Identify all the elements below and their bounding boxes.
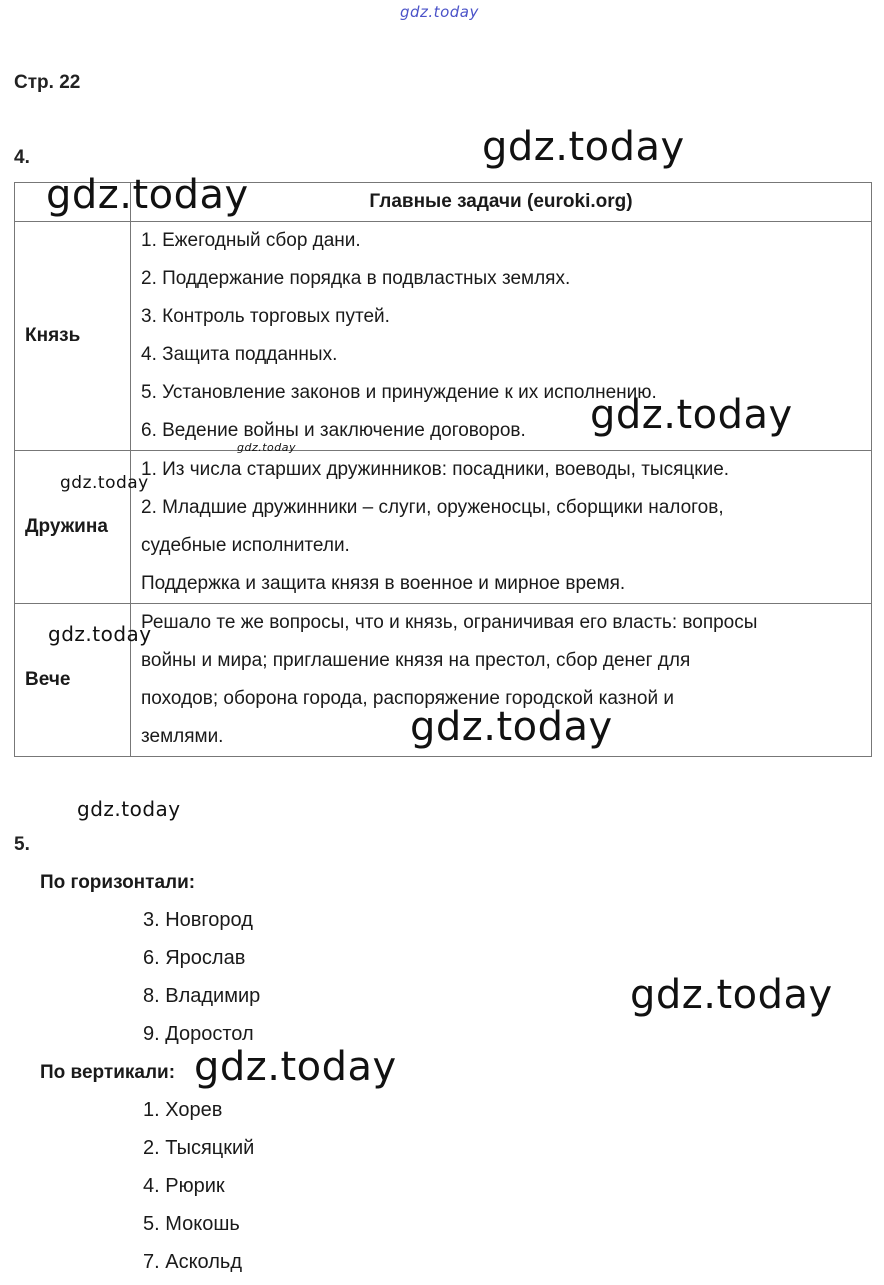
horizontal-item: 9. Доростол bbox=[143, 1023, 254, 1045]
duty-line: 5. Установление законов и принуждение к их исполнению. bbox=[141, 382, 657, 403]
duty-line: 2. Младшие дружинники – слуги, оруженосцы, сборщики налогов, bbox=[141, 497, 724, 518]
horizontal-item: 6. Ярослав bbox=[143, 947, 246, 969]
task-4-number: 4. bbox=[14, 147, 30, 168]
horizontal-title: По горизонтали: bbox=[40, 872, 196, 893]
duty-line: Решало те же вопросы, что и князь, ограничивая его власть: вопросы bbox=[141, 612, 758, 633]
vertical-item: 1. Хорев bbox=[143, 1099, 223, 1121]
watermark: gdz.today bbox=[630, 972, 833, 1018]
duty-line: 6. Ведение войны и заключение договоров. bbox=[141, 420, 526, 441]
vertical-item: 7. Аскольд bbox=[143, 1251, 242, 1273]
duty-line: 2. Поддержание порядка в подвластных землях. bbox=[141, 268, 571, 289]
duty-line: землями. bbox=[141, 726, 224, 747]
watermark: gdz.today bbox=[77, 797, 181, 821]
duty-line: судебные исполнители. bbox=[141, 535, 350, 556]
duty-line: походов; оборона города, распоряжение городской казной и bbox=[141, 688, 674, 709]
duty-line: 1. Из числа старших дружинников: посадники, воеводы, тысяцкие. bbox=[141, 459, 730, 480]
role-veche: Вече bbox=[15, 604, 131, 757]
horizontal-item: 8. Владимир bbox=[143, 985, 261, 1007]
duty-line: 1. Ежегодный сбор дани. bbox=[141, 230, 361, 251]
role-knyaz: Князь bbox=[15, 222, 131, 451]
vertical-title: По вертикали: bbox=[40, 1062, 176, 1083]
watermark: gdz.today bbox=[60, 473, 149, 493]
table-header: Главные задачи (euroki.org) bbox=[131, 183, 872, 222]
watermark: gdz.today bbox=[237, 441, 297, 454]
duty-line: 4. Защита подданных. bbox=[141, 344, 338, 365]
watermark-top: gdz.today bbox=[400, 3, 479, 21]
tasks-table bbox=[14, 182, 872, 757]
horizontal-item: 3. Новгород bbox=[143, 909, 253, 931]
role-druzhina: Дружина bbox=[15, 451, 131, 604]
watermark: gdz.today bbox=[482, 124, 685, 170]
duties-druzhina bbox=[131, 451, 872, 604]
page-label: Стр. 22 bbox=[14, 72, 81, 93]
duty-line: Поддержка и защита князя в военное и мирное время. bbox=[141, 573, 626, 594]
watermark: gdz.today bbox=[194, 1044, 397, 1090]
task-5-number: 5. bbox=[14, 834, 30, 855]
watermark: gdz.today bbox=[410, 704, 613, 750]
watermark: gdz.today bbox=[590, 392, 793, 438]
watermark: gdz.today bbox=[48, 622, 152, 646]
vertical-item: 2. Тысяцкий bbox=[143, 1137, 255, 1159]
vertical-item: 5. Мокошь bbox=[143, 1213, 240, 1235]
duty-line: 3. Контроль торговых путей. bbox=[141, 306, 390, 327]
vertical-item: 4. Рюрик bbox=[143, 1175, 225, 1197]
duty-line: войны и мира; приглашение князя на престол, сбор денег для bbox=[141, 650, 691, 671]
watermark: gdz.today bbox=[46, 172, 249, 218]
